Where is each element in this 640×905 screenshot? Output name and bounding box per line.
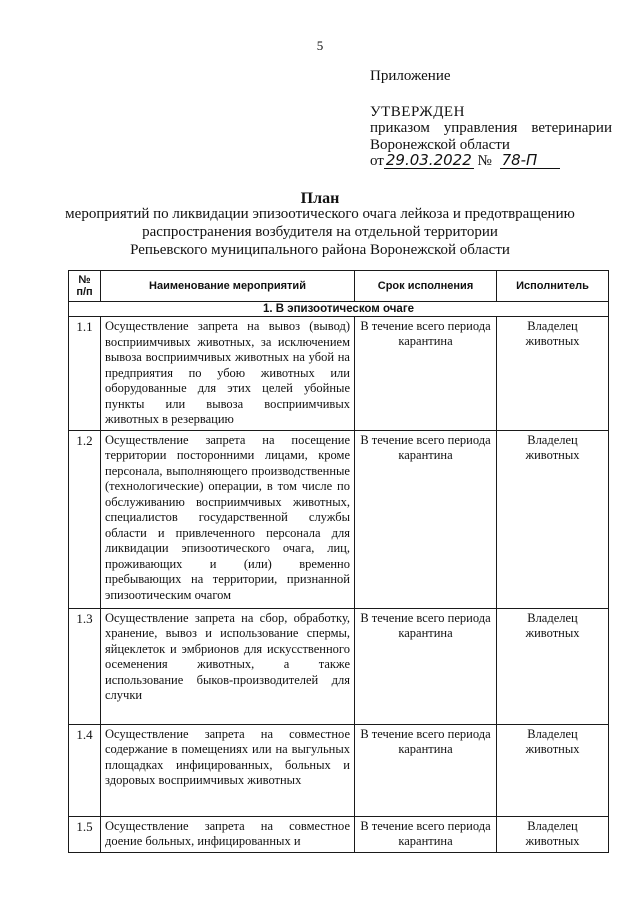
row-name: Осуществление запрета на вывоз (вывод) восприимчивых животных, за исключением вывоза восприимчивых животных на убой на предприятия по убою животных или оборудованные для этих целей убойные пункты или вывоза восприимчивых животных в резервацию (101, 317, 355, 431)
row-term: В течение всего периода карантина (355, 724, 497, 816)
order-date: 29.03.2022 (385, 151, 472, 169)
row-executor: Владелец животных (497, 430, 609, 608)
approved-label: УТВЕРЖДЕН (370, 104, 465, 120)
row-term: В течение всего периода карантина (355, 816, 497, 852)
table-row (69, 724, 609, 816)
row-executor: Владелец животных (497, 317, 609, 431)
table-row (69, 608, 609, 724)
row-term: В течение всего периода карантина (355, 608, 497, 724)
row-executor: Владелец животных (497, 816, 609, 852)
order-from-label: от (370, 153, 384, 169)
order-line (370, 152, 560, 170)
table-row (69, 816, 609, 852)
table-row (69, 430, 609, 608)
page-number: 5 (316, 38, 324, 53)
header-num: № п/п (69, 271, 101, 302)
row-term: В течение всего периода карантина (355, 430, 497, 608)
plan-title: План (300, 190, 340, 207)
row-executor: Владелец животных (497, 724, 609, 816)
row-num: 1.5 (69, 816, 101, 852)
row-num: 1.4 (69, 724, 101, 816)
row-num: 1.3 (69, 608, 101, 724)
plan-subtitle-line: Репьевского муниципального района Воронежской области (130, 242, 510, 258)
appendix-label: Приложение (370, 68, 451, 84)
row-name: Осуществление запрета на совместное доение больных, инфицированных и (101, 816, 355, 852)
plan-table (68, 270, 609, 853)
table-header-row (69, 271, 609, 302)
plan-subtitle (60, 205, 580, 259)
row-term: В течение всего периода карантина (355, 317, 497, 431)
table-row (69, 317, 609, 431)
order-organization: Воронежской области (370, 137, 510, 153)
header-term: Срок исполнения (355, 271, 497, 302)
order-number: 78-П (500, 152, 560, 169)
header-name: Наименование мероприятий (101, 271, 355, 302)
row-num: 1.1 (69, 317, 101, 431)
order-block (370, 120, 612, 154)
order-number-label: № (477, 153, 492, 169)
section-title: 1. В эпизоотическом очаге (69, 302, 609, 317)
row-num: 1.2 (69, 430, 101, 608)
section-row (69, 302, 609, 317)
order-text: приказом управления ветеринарии (370, 120, 612, 136)
row-name: Осуществление запрета на сбор, обработку, хранение, вывоз и использование спермы, яйцеклеток и эмбрионов для искусственного осеменения животных, а также использование быков-производителей для случки (101, 608, 355, 724)
row-name: Осуществление запрета на совместное содержание в помещениях или на выгульных площадках инфицированных, больных и здоровых восприимчивых животных (101, 724, 355, 816)
row-executor: Владелец животных (497, 608, 609, 724)
row-name: Осуществление запрета на посещение территории посторонними лицами, кроме персонала, выполняющего производственные (технологические) операции, в том числе по обслуживанию восприимчивых животных, специалистов государственной службы области и привлеченного персонала для ликвидации эпизоотического очага, лиц, проживающих и (или) временно пребывающих на территории, признанной эпизоотическим очагом (101, 430, 355, 608)
plan-subtitle-line: мероприятий по ликвидации эпизоотического очага лейкоза и предотвращению (65, 206, 575, 222)
header-executor: Исполнитель (497, 271, 609, 302)
plan-subtitle-line: распространения возбудителя на отдельной территории (142, 224, 498, 240)
